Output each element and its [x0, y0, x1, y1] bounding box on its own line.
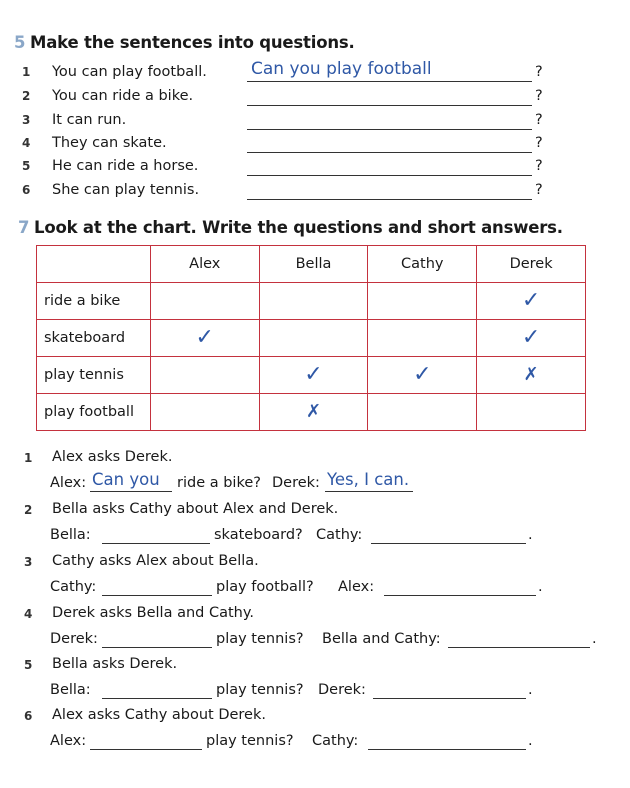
written-answer: Can you [92, 470, 160, 489]
responder-label: Derek: [318, 682, 366, 698]
question-text: ride a bike? [177, 475, 261, 491]
asker-label: Alex: [50, 733, 87, 749]
question-text: play tennis? [216, 631, 304, 647]
item-prompt: Bella asks Derek. [52, 656, 178, 672]
column-header: Bella [259, 246, 368, 283]
answer-line[interactable] [102, 525, 210, 544]
item-number: 6 [24, 709, 33, 723]
question-mark: ? [535, 158, 543, 174]
chart-cell [477, 320, 586, 357]
answer-line[interactable] [247, 157, 532, 176]
question-mark: ? [535, 88, 543, 104]
responder-label: Cathy: [316, 527, 363, 543]
ability-chart [36, 245, 586, 431]
full-stop: . [528, 733, 533, 749]
answer-line[interactable] [102, 629, 212, 648]
responder-label: Alex: [338, 579, 375, 595]
item-number: 2 [22, 89, 31, 103]
row-label: play football [37, 394, 151, 431]
item-number: 2 [24, 503, 33, 517]
exercise-title: Look at the chart. Write the questions and short answers. [34, 218, 563, 237]
answer-line[interactable] [247, 111, 532, 130]
item-number: 1 [24, 451, 33, 465]
column-header: Derek [477, 246, 586, 283]
row-label: play tennis [37, 357, 151, 394]
tick-mark-icon: ✓ [304, 362, 323, 387]
answer-line[interactable] [373, 680, 526, 699]
exercise-title: Make the sentences into questions. [30, 33, 355, 52]
item-sentence: It can run. [52, 112, 127, 128]
answer-line[interactable] [368, 731, 526, 750]
chart-cell [150, 283, 259, 320]
chart-cell [368, 357, 477, 394]
question-text: play tennis? [216, 682, 304, 698]
exercise-7-item-1-dialogue [50, 470, 610, 495]
responder-label: Cathy: [312, 733, 359, 749]
asker-label: Derek: [50, 631, 98, 647]
question-mark: ? [535, 182, 543, 198]
question-text: play tennis? [206, 733, 294, 749]
exercise-5-heading [14, 33, 355, 52]
item-prompt: Alex asks Cathy about Derek. [52, 707, 266, 723]
question-text: play football? [216, 579, 314, 595]
asker-label: Bella: [50, 682, 91, 698]
answer-line[interactable] [448, 629, 590, 648]
row-label: ride a bike [37, 283, 151, 320]
chart-cell [368, 320, 477, 357]
cross-mark-icon: ✗ [523, 364, 539, 385]
chart-cell [259, 283, 368, 320]
full-stop: . [528, 682, 533, 698]
written-answer: Can you play football [251, 59, 432, 79]
item-number: 6 [22, 183, 31, 197]
asker-label: Bella: [50, 527, 91, 543]
written-answer: Yes, I can. [327, 470, 410, 489]
question-mark: ? [535, 135, 543, 151]
asker-label: Cathy: [50, 579, 97, 595]
full-stop: . [528, 527, 533, 543]
question-mark: ? [535, 112, 543, 128]
item-sentence: You can ride a bike. [52, 88, 194, 104]
answer-line[interactable] [247, 87, 532, 106]
exercise-5-item-5 [22, 157, 582, 179]
full-stop: . [538, 579, 543, 595]
chart-header-row [37, 246, 586, 283]
chart-cell [477, 283, 586, 320]
question-mark: ? [535, 64, 543, 80]
chart-cell [259, 357, 368, 394]
item-number: 4 [24, 607, 33, 621]
exercise-5-item-1 [22, 59, 582, 85]
exercise-5-item-4 [22, 134, 582, 156]
chart-row [37, 394, 586, 431]
column-header: Alex [150, 246, 259, 283]
chart-cell [150, 357, 259, 394]
answer-line[interactable] [247, 181, 532, 200]
item-prompt: Bella asks Cathy about Alex and Derek. [52, 501, 339, 517]
responder-label: Derek: [272, 475, 320, 491]
tick-mark-icon: ✓ [521, 325, 541, 350]
answer-line[interactable] [384, 577, 536, 596]
item-prompt: Cathy asks Alex about Bella. [52, 553, 259, 569]
cross-mark-icon: ✗ [305, 401, 322, 422]
chart-cell [368, 283, 477, 320]
exercise-7-item-5-dialogue [50, 680, 610, 702]
item-sentence: They can skate. [52, 135, 167, 151]
chart-cell [150, 394, 259, 431]
item-number: 3 [22, 113, 31, 127]
exercise-5-item-3 [22, 111, 582, 133]
full-stop: . [592, 631, 597, 647]
item-prompt: Derek asks Bella and Cathy. [52, 605, 254, 621]
tick-mark-icon: ✓ [413, 362, 432, 387]
item-number: 3 [24, 555, 33, 569]
exercise-number: 7 [18, 218, 30, 237]
answer-line[interactable] [102, 680, 212, 699]
chart-row [37, 283, 586, 320]
item-sentence: She can play tennis. [52, 182, 200, 198]
item-number: 5 [22, 159, 31, 173]
chart-row [37, 357, 586, 394]
tick-mark-icon: ✓ [521, 288, 541, 313]
item-sentence: He can ride a horse. [52, 158, 199, 174]
chart-corner-cell [37, 246, 151, 283]
chart-cell [477, 357, 586, 394]
chart-cell [150, 320, 259, 357]
asker-label: Alex: [50, 475, 87, 491]
exercise-7-heading [18, 218, 563, 237]
item-number: 5 [24, 658, 33, 672]
chart-row [37, 320, 586, 357]
exercise-7-item-3-dialogue [50, 577, 610, 599]
chart-cell [368, 394, 477, 431]
item-number: 4 [22, 136, 31, 150]
exercise-number: 5 [14, 33, 26, 52]
exercise-7-item-4-dialogue [50, 629, 610, 651]
answer-line[interactable] [247, 134, 532, 153]
item-sentence: You can play football. [52, 64, 207, 80]
question-text: skateboard? [214, 527, 303, 543]
chart-cell [477, 394, 586, 431]
chart-cell [259, 394, 368, 431]
answer-line[interactable] [90, 731, 202, 750]
exercise-7-item-2-dialogue [50, 525, 610, 547]
chart-cell [259, 320, 368, 357]
tick-mark-icon: ✓ [195, 325, 214, 350]
exercise-5-item-2 [22, 87, 582, 109]
row-label: skateboard [37, 320, 151, 357]
answer-line[interactable] [371, 525, 526, 544]
answer-line[interactable] [102, 577, 212, 596]
column-header: Cathy [368, 246, 477, 283]
item-prompt: Alex asks Derek. [52, 449, 173, 465]
exercise-7-item-6-dialogue [50, 731, 610, 753]
exercise-5-item-6 [22, 181, 582, 203]
responder-label: Bella and Cathy: [322, 631, 441, 647]
item-number: 1 [22, 65, 31, 79]
